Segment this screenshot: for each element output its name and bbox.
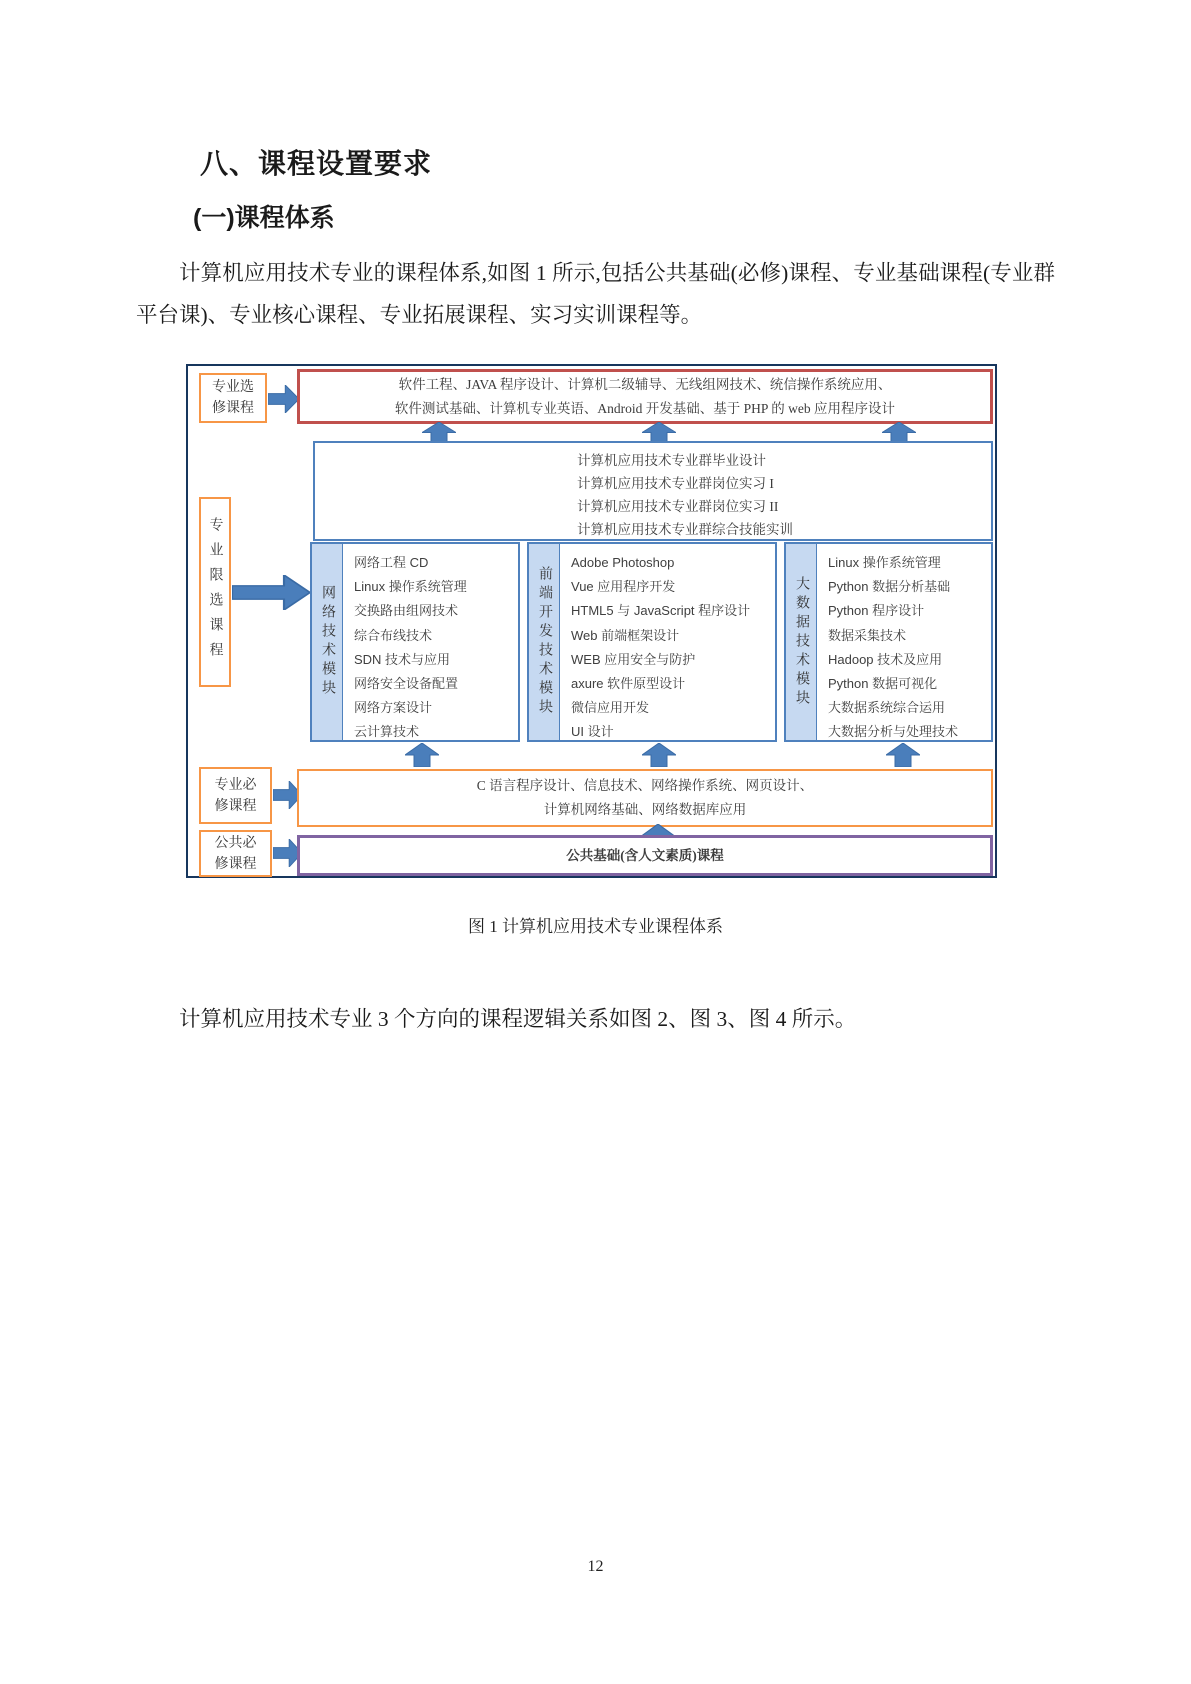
course-item: SDN 技术与应用 [354, 651, 451, 667]
module-bigdata-label [786, 544, 817, 740]
up-arrow-icon [886, 743, 920, 767]
course-item: 综合布线技术 [354, 627, 433, 643]
subsection-heading: (一)课程体系 [193, 204, 335, 232]
course-item: 网络工程 CD [354, 555, 429, 570]
course-item: 大数据分析与处理技术 [828, 724, 959, 740]
capstone-line: 计算机应用技术专业群综合技能实训 [577, 522, 793, 537]
up-arrow-icon [642, 422, 676, 443]
module-frontend-courses [560, 544, 775, 740]
big-right-arrow-icon [232, 575, 310, 610]
course-item: UI 设计 [571, 724, 614, 740]
label-elective-courses [199, 373, 267, 423]
public-courses-text: 公共基础(含人文素质)课程 [566, 847, 724, 863]
required-line-2: 计算机网络基础、网络数据库应用 [543, 802, 747, 817]
course-item: 网络方案设计 [354, 700, 433, 716]
module-network-technology [310, 542, 520, 742]
course-item: Adobe Photoshop [571, 555, 675, 570]
label-required-courses [199, 767, 272, 824]
label-public-required-courses [199, 830, 272, 877]
elective-courses-box [297, 369, 993, 424]
course-item: 云计算技术 [354, 724, 420, 740]
public-courses-box [297, 835, 993, 876]
course-item: Python 数据分析基础 [828, 579, 951, 595]
course-item: 网络安全设备配置 [354, 676, 459, 692]
figure-caption: 图 1 计算机应用技术专业课程体系 [468, 917, 723, 936]
up-arrow-icon [405, 743, 439, 767]
course-item: HTML5 与 JavaScript 程序设计 [571, 603, 751, 619]
capstone-line: 计算机应用技术专业群岗位实习 I [577, 476, 774, 491]
course-item: WEB 应用安全与防护 [571, 651, 696, 667]
label-elective-text: 专业选修课程 [212, 380, 254, 416]
course-item: axure 软件原型设计 [571, 676, 686, 692]
label-limited-text: 专业限选课程 [207, 517, 223, 667]
course-item: Linux 操作系统管理 [828, 555, 941, 570]
course-item: Python 程序设计 [828, 603, 925, 619]
course-item: Web 前端框架设计 [571, 627, 680, 643]
module-bigdata-courses [817, 544, 991, 740]
up-arrow-icon [882, 422, 916, 443]
label-public-text: 公共必修课程 [214, 835, 257, 872]
elective-line-2: 软件测试基础、计算机专业英语、Android 开发基础、基于 PHP 的 web 应用程序设计 [394, 400, 896, 416]
page-number: 12 [587, 1558, 604, 1575]
course-item: 微信应用开发 [571, 700, 650, 716]
paragraph-1: 计算机应用技术专业的课程体系,如图 1 所示,包括公共基础(必修)课程、专业基础课程(专业群平台课)、专业核心课程、专业拓展课程、实习实训课程等。 [136, 261, 1055, 327]
module-frontend-title: 前端开发技术模块 [537, 566, 552, 718]
right-arrow-icon [268, 385, 299, 413]
capstone-line: 计算机应用技术专业群岗位实习 II [577, 499, 779, 514]
figure-course-system [186, 364, 997, 878]
module-network-label [312, 544, 343, 740]
label-required-text: 专业必修课程 [214, 777, 257, 814]
label-limited-elective-courses [199, 497, 231, 687]
capstone-box [313, 441, 993, 541]
module-frontend-development [527, 542, 777, 742]
course-item: Hadoop 技术及应用 [828, 651, 943, 667]
elective-line-1: 软件工程、JAVA 程序设计、计算机二级辅导、无线组网技术、统信操作系统应用、 [398, 376, 892, 392]
course-item: 交换路由组网技术 [354, 603, 459, 619]
up-arrow-icon [642, 743, 676, 767]
course-item: Python 数据可视化 [828, 676, 938, 692]
required-courses-box [297, 769, 993, 827]
module-network-title: 网络技术模块 [320, 585, 335, 699]
course-item: 数据采集技术 [828, 627, 907, 643]
module-frontend-label [529, 544, 560, 740]
paragraph-2: 计算机应用技术专业 3 个方向的课程逻辑关系如图 2、图 3、图 4 所示。 [179, 1007, 857, 1031]
module-bigdata-title: 大数据技术模块 [794, 575, 809, 709]
required-line-1: C 语言程序设计、信息技术、网络操作系统、网页设计、 [476, 778, 814, 793]
section-heading: 八、课程设置要求 [200, 148, 433, 179]
course-item: Vue 应用程序开发 [571, 579, 676, 595]
capstone-line: 计算机应用技术专业群毕业设计 [577, 453, 766, 468]
module-network-courses [343, 544, 518, 740]
course-item: 大数据系统综合运用 [828, 700, 946, 716]
up-arrow-icon [422, 422, 456, 443]
course-item: Linux 操作系统管理 [354, 579, 467, 595]
module-bigdata-technology [784, 542, 993, 742]
